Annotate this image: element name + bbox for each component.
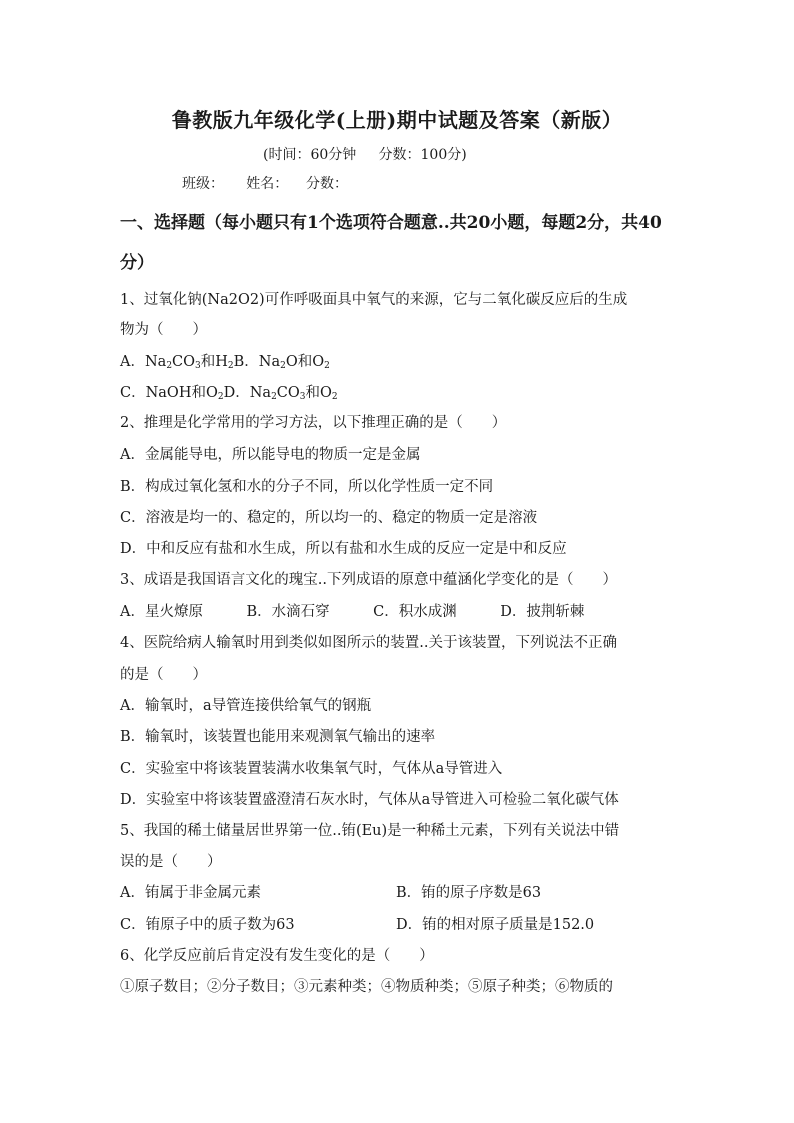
- exam-meta: (时间：60分钟 分数：100分): [263, 147, 467, 163]
- question-5-option-d: D．铕的相对原子质量是152.0: [396, 917, 595, 933]
- question-5-option-a: A．铕属于非金属元素: [120, 885, 261, 901]
- question-2-option-a: A．金属能导电，所以能导电的物质一定是金属: [120, 447, 421, 463]
- question-1-options-ab: A．$Na_2CO_3$和$H_2B$．$Na_2O$和$O_2$: [120, 354, 330, 371]
- question-4-line-1: 4、医院给病人输氧时用到类似如图所示的装置..关于该装置，下列说法不正确: [120, 635, 617, 651]
- question-5-line-1: 5、我国的稀土储量居世界第一位..铕(Eu)是一种稀土元素，下列有关说法中错: [120, 823, 620, 839]
- question-1-options-cd: C．NaOH和$O_2D$．$Na_2CO_3$和$O_2$: [120, 385, 338, 402]
- page-title: 鲁教版九年级化学(上册)期中试题及答案（新版）: [171, 108, 623, 132]
- question-5-option-b: B．铕的原子序数是63: [396, 885, 542, 901]
- question-4-option-a: A．输氧时，a导管连接供给氧气的钢瓶: [120, 698, 372, 714]
- question-2-option-c: C．溶液是均一的、稳定的，所以均一的、稳定的物质一定是溶液: [120, 510, 538, 526]
- question-5-line-2: 误的是（ ）: [120, 854, 222, 870]
- question-1-line-1: 1、过氧化钠(Na2O2)可作呼吸面具中氧气的来源，它与二氧化碳反应后的生成: [120, 292, 628, 308]
- question-4-option-d: D．实验室中将该装置盛澄清石灰水时，气体从a导管进入可检验二氧化碳气体: [120, 792, 619, 808]
- question-4-line-2: 的是（ ）: [120, 667, 207, 683]
- section-heading: 一、选择题（每小题只有1个选项符合题意..共20小题，每题2分，共40分）: [120, 213, 662, 273]
- question-4-option-b: B．输氧时，该装置也能用来观测氧气输出的速率: [120, 729, 436, 745]
- question-2-option-b: B．构成过氧化氢和水的分子不同，所以化学性质一定不同: [120, 479, 494, 495]
- question-5-option-c: C．铕原子中的质子数为63: [120, 917, 295, 933]
- question-3: 3、成语是我国语言文化的瑰宝..下列成语的原意中蕴涵化学变化的是（ ）: [120, 572, 617, 588]
- question-2: 2、推理是化学常用的学习方法，以下推理正确的是（ ）: [120, 415, 507, 431]
- question-4-option-c: C．实验室中将该装置装满水收集氧气时，气体从a导管进入: [120, 761, 503, 777]
- question-6: 6、化学反应前后肯定没有发生变化的是（ ）: [120, 948, 434, 964]
- student-info: 班级： 姓名： 分数：: [182, 176, 349, 192]
- question-1-line-2: 物为（ ）: [120, 322, 207, 338]
- question-3-options: A．星火燎原 B．水滴石穿 C．积水成渊 D．披荆斩棘: [120, 604, 585, 620]
- question-2-option-d: D．中和反应有盐和水生成，所以有盐和水生成的反应一定是中和反应: [120, 541, 567, 557]
- question-6-line-2: ①原子数目；②分子数目；③元素种类；④物质种类；⑤原子种类；⑥物质的: [120, 979, 613, 995]
